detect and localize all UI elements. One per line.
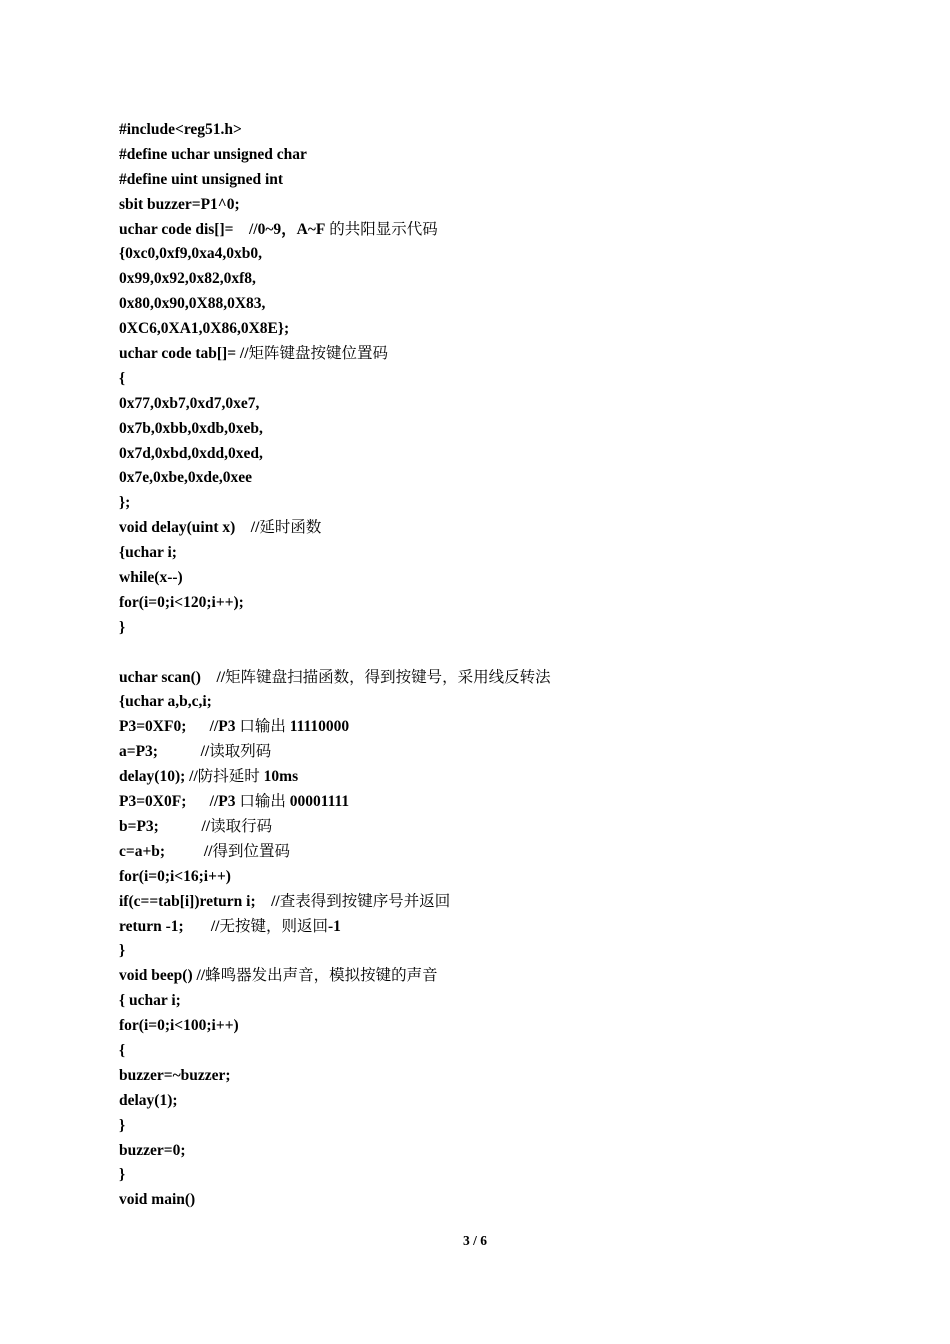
code-text: b=P3; // — [119, 817, 211, 835]
code-line — [119, 242, 899, 267]
code-text: buzzer=~buzzer; — [119, 1066, 231, 1084]
code-line — [119, 1163, 899, 1188]
code-line — [119, 267, 899, 292]
code-line — [119, 840, 899, 865]
code-comment: 口输出 — [235, 718, 290, 736]
code-line — [119, 1064, 899, 1089]
code-comment: 读取行码 — [210, 817, 273, 835]
code-line — [119, 342, 899, 367]
code-text: } — [119, 1116, 126, 1134]
code-text: uchar code tab[]= // — [119, 345, 249, 363]
code-text: uchar scan() // — [119, 668, 226, 686]
code-text: for(i=0;i<100;i++) — [119, 1017, 239, 1035]
code-text: delay(1); — [119, 1091, 178, 1109]
code-text-suffix: -1 — [327, 917, 341, 935]
code-text: void delay(uint x) // — [119, 519, 260, 537]
code-line — [119, 765, 899, 790]
code-line — [119, 1114, 899, 1139]
code-text: void main() — [119, 1191, 196, 1209]
code-line — [119, 193, 899, 218]
code-text-suffix: 00001111 — [289, 793, 350, 811]
code-comment: 延时函数 — [259, 519, 322, 537]
code-comment: 无按键，则返回 — [219, 917, 328, 935]
code-text: 0x7b,0xbb,0xdb,0xeb, — [119, 419, 263, 437]
code-comment: 矩阵键盘按键位置码 — [248, 345, 389, 363]
page-number: 3 / 6 — [462, 1233, 487, 1248]
code-line — [119, 690, 899, 715]
code-line — [119, 1014, 899, 1039]
code-text: 0x7e,0xbe,0xde,0xee — [119, 469, 253, 487]
code-text: P3=0XF0; //P3 — [119, 718, 236, 736]
code-comment: 读取列码 — [209, 743, 272, 761]
code-line — [119, 740, 899, 765]
code-text: #define uchar unsigned char — [119, 145, 307, 163]
code-text: uchar code dis[]= //0~9，A~F — [119, 220, 326, 238]
code-comment: 矩阵键盘扫描函数，得到按键号，采用线反转法 — [225, 668, 551, 686]
code-text: for(i=0;i<120;i++); — [119, 593, 244, 611]
code-comment: 查表得到按键序号并返回 — [279, 892, 451, 910]
code-text-suffix: 11110000 — [289, 718, 350, 736]
code-listing — [119, 118, 899, 1213]
code-text: c=a+b; // — [119, 842, 213, 860]
code-text: {uchar i; — [119, 544, 177, 562]
code-text: } — [119, 1166, 126, 1184]
code-line — [119, 815, 899, 840]
code-text: P3=0X0F; //P3 — [119, 793, 236, 811]
code-text-suffix: 10ms — [263, 768, 299, 786]
code-text: #define uint unsigned int — [119, 170, 284, 188]
code-line — [119, 392, 899, 417]
code-line — [119, 964, 899, 989]
code-text: #include<reg51.h> — [119, 121, 242, 138]
code-line — [119, 865, 899, 890]
code-line — [119, 466, 899, 491]
code-line — [119, 890, 899, 915]
code-line — [119, 292, 899, 317]
code-line — [119, 516, 899, 541]
code-text: } — [119, 618, 126, 636]
code-line — [119, 641, 899, 666]
code-line — [119, 491, 899, 516]
code-line — [119, 989, 899, 1014]
code-text: a=P3; // — [119, 743, 210, 761]
code-line — [119, 367, 899, 392]
code-comment: 口输出 — [235, 793, 290, 811]
code-text: 0x99,0x92,0x82,0xf8, — [119, 270, 256, 288]
code-text: return -1; // — [119, 917, 220, 935]
code-text: 0x77,0xb7,0xd7,0xe7, — [119, 394, 260, 412]
code-comment: 防抖延时 — [197, 768, 264, 786]
code-line — [119, 218, 899, 243]
code-text: 0x7d,0xbd,0xdd,0xed, — [119, 444, 263, 462]
code-line — [119, 317, 899, 342]
code-text: if(c==tab[i])return i; // — [119, 892, 280, 910]
code-text: while(x--) — [119, 569, 183, 587]
code-text: { — [119, 369, 126, 387]
code-text: 0XC6,0XA1,0X86,0X8E}; — [119, 320, 290, 338]
code-line — [119, 442, 899, 467]
code-line — [119, 616, 899, 641]
code-line — [119, 790, 899, 815]
code-comment: 蜂鸣器发出声音，模拟按键的声音 — [205, 967, 438, 985]
code-line — [119, 1089, 899, 1114]
code-text: delay(10); // — [119, 768, 198, 786]
code-text: 0x80,0x90,0X88,0X83, — [119, 295, 266, 313]
code-line — [119, 541, 899, 566]
code-line — [119, 417, 899, 442]
code-line — [119, 566, 899, 591]
code-text: { — [119, 1041, 126, 1059]
code-line — [119, 939, 899, 964]
code-text: } — [119, 942, 126, 960]
code-line — [119, 915, 899, 940]
code-text: {uchar a,b,c,i; — [119, 693, 212, 711]
code-line — [119, 1188, 899, 1213]
code-line — [119, 1039, 899, 1064]
code-text: sbit buzzer=P1^0; — [119, 195, 240, 213]
code-text: { uchar i; — [119, 992, 181, 1010]
code-line — [119, 118, 899, 143]
code-text: }; — [119, 494, 131, 512]
code-comment: 得到位置码 — [212, 842, 290, 860]
code-text: {0xc0,0xf9,0xa4,0xb0, — [119, 245, 263, 263]
code-comment: 的共阳显示代码 — [325, 220, 438, 238]
code-line — [119, 1139, 899, 1164]
code-line — [119, 168, 899, 193]
code-line — [119, 143, 899, 168]
code-text: buzzer=0; — [119, 1141, 186, 1159]
code-text: void beep() // — [119, 967, 206, 985]
code-text: for(i=0;i<16;i++) — [119, 867, 231, 885]
code-line — [119, 591, 899, 616]
code-line — [119, 666, 899, 691]
code-line — [119, 715, 899, 740]
